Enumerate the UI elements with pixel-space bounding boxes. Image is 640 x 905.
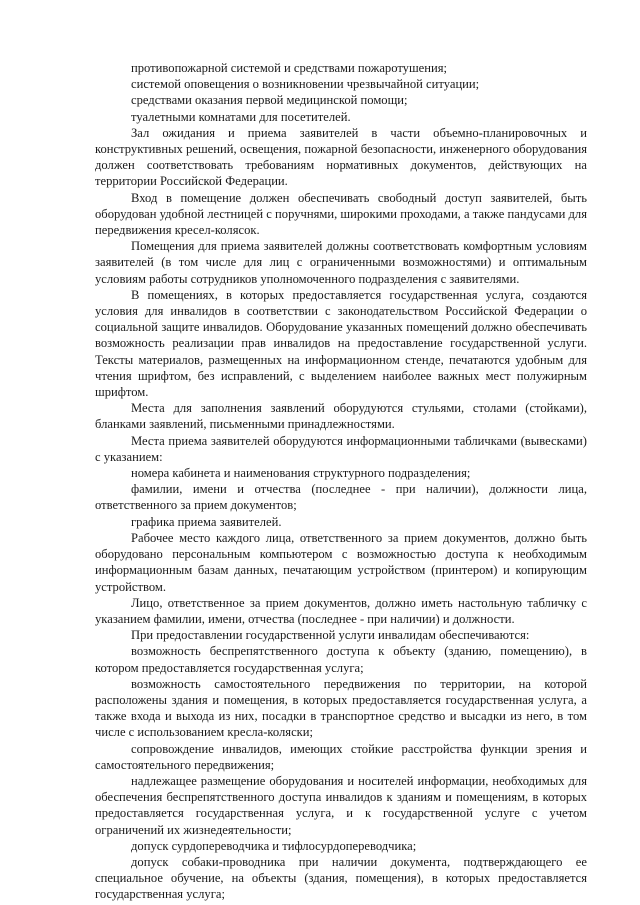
paragraph-disabled-provisions: При предоставлении государственной услуги инвалидам обеспечиваются: <box>131 628 530 643</box>
paragraph-equipment-placement: надлежащее размещение оборудования и носителей информации, необходимых для обеспечения беспрепятственного доступа инвалидов к зданиям и помещениям, в которых предоставляется государственная услуга, и к государственной услуге с учетом ограничений их жизнедеятельности; <box>95 773 587 837</box>
document-page <box>95 60 587 903</box>
paragraph-fire-system: противопожарной системой и средствами пожаротушения; <box>131 61 448 75</box>
paragraph-schedule: графика приема заявителей. <box>131 514 282 529</box>
paragraph-guide-dog: допуск собаки-проводника при наличии документа, подтверждающего ее специальное обучение, на объекты (здания, помещения), в которых предоставляется государственная услуга; <box>95 854 587 902</box>
paragraph-desk-sign: Лицо, ответственное за прием документов, должно иметь настольную табличку с указанием фамилии, имени, отчества (последнее - при наличии) и должности. <box>95 595 587 626</box>
paragraph-reception-rooms: Помещения для приема заявителей должны соответствовать комфортным условиям заявителей (в том числе для лиц с ограниченными возможностями) и оптимальным условиям работы сотрудников уполномоченного подразделения с заявителями. <box>95 239 587 286</box>
paragraph-entrance: Вход в помещение должен обеспечивать свободный доступ заявителей, быть оборудован удобной лестницей с поручнями, широкими проходами, а также пандусами для передвижения кресел-колясок. <box>95 190 587 238</box>
paragraph-responsible-person: фамилии, имени и отчества (последнее - при наличии), должности лица, ответственного за прием документов; <box>95 482 587 513</box>
paragraph-room-number: номера кабинета и наименования структурного подразделения; <box>131 466 471 481</box>
paragraph-waiting-hall: Зал ожидания и приема заявителей в части объемно-планировочных и конструктивных решений, освещения, пожарной безопасности, инженерного оборудования должен соответствовать требованиям нормативных документов, действующих на территории Российской Федерации. <box>95 125 587 189</box>
paragraph-form-filling: Места для заполнения заявлений оборудуются стульями, столами (стойками), бланками заявлений, письменными принадлежностями. <box>95 401 587 432</box>
paragraph-independent-movement: возможность самостоятельного передвижения по территории, на которой расположены здания и помещения, в которых предоставляется государственная услуга, а также входа и выхода из них, посадки в транспортное средство и высадки из него, в том числе с использованием кресла-коляски; <box>95 676 587 740</box>
paragraph-access-building: возможность беспрепятственного доступа к объекту (зданию, помещению), в котором предоставляется государственная услуга; <box>95 644 587 675</box>
paragraph-toilets: туалетными комнатами для посетителей. <box>131 109 351 124</box>
paragraph-disabled-conditions: В помещениях, в которых предоставляется государственная услуга, создаются условия для инвалидов в соответствии с законодательством Российской Федерации о социальной защите инвалидов. Оборудование указанных помещений должно обеспечивать возможность реализации прав инвалидов на предоставление государственной услуги. Тексты материалов, размещенных на информационном стенде, печатаются удобным для чтения шрифтом, без исправлений, с выделением наиболее важных мест полужирным шрифтом. <box>95 287 587 400</box>
paragraph-workplace: Рабочее место каждого лица, ответственного за прием документов, должно быть оборудовано персональным компьютером с возможностью доступа к необходимым информационным базам данных, печатающим устройством (принтером) и копирующим устройством. <box>95 530 587 594</box>
paragraph-signage: Места приема заявителей оборудуются информационными табличками (вывесками) с указанием: <box>95 433 587 464</box>
paragraph-alert-system: системой оповещения о возникновении чрезвычайной ситуации; <box>131 77 480 92</box>
paragraph-sign-interpreter: допуск сурдопереводчика и тифлосурдопереводчика; <box>131 838 417 853</box>
paragraph-escort: сопровождение инвалидов, имеющих стойкие расстройства функции зрения и самостоятельного передвижения; <box>95 741 587 772</box>
paragraph-first-aid: средствами оказания первой медицинской помощи; <box>131 93 408 108</box>
